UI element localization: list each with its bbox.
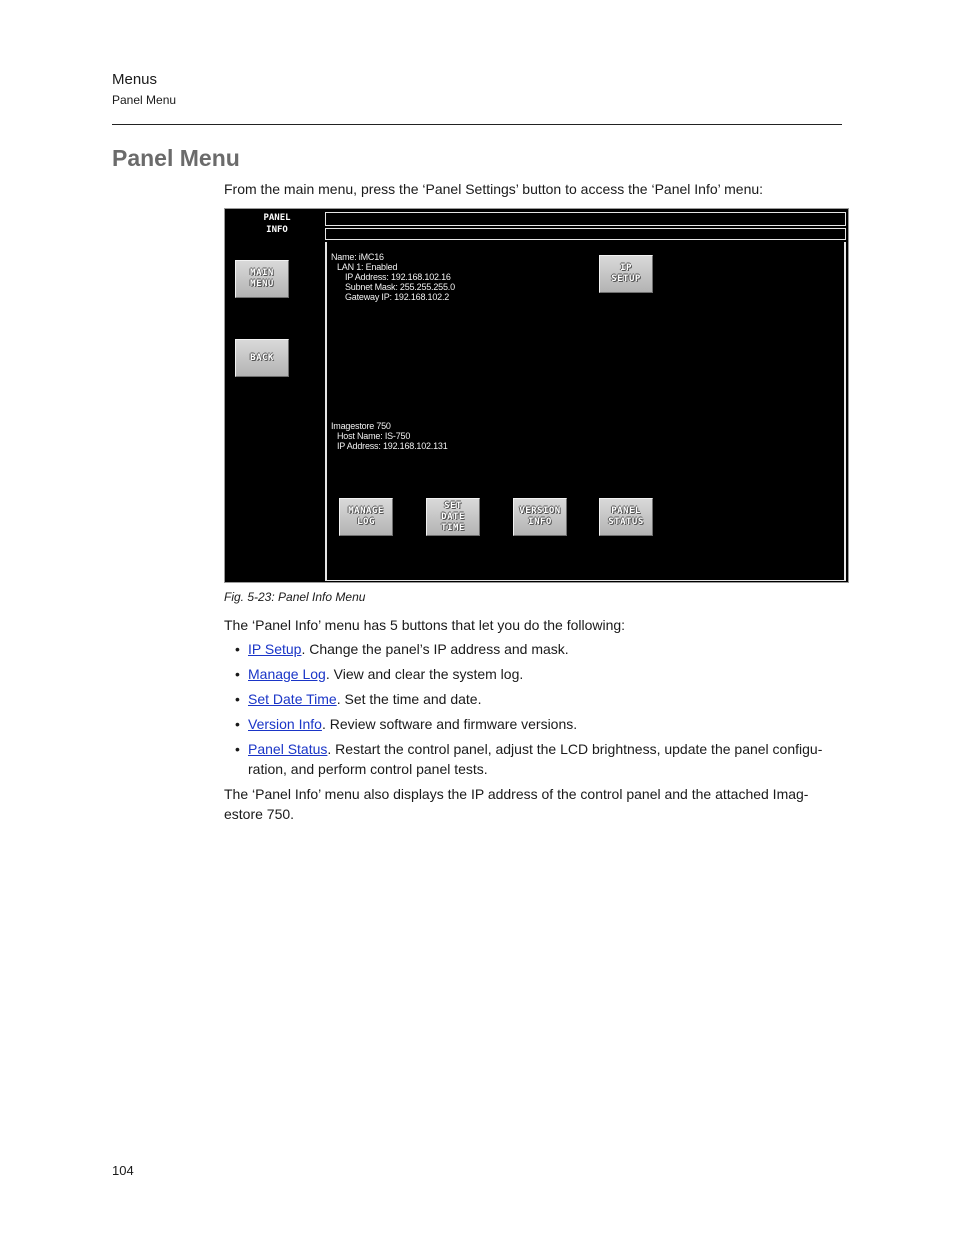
main-menu-button[interactable]: MAIN MENU bbox=[235, 260, 289, 298]
list-item-text: . Review software and firmware versions. bbox=[321, 716, 578, 732]
ip-setup-link[interactable]: IP Setup bbox=[248, 641, 302, 657]
list-item bbox=[224, 639, 844, 659]
manage-log-button[interactable]: MANAGE LOG bbox=[339, 498, 393, 536]
intro-paragraph: From the main menu, press the ‘Panel Settings’ button to access the ‘Panel Info’ menu: bbox=[224, 181, 764, 197]
list-item-text: . Change the panel’s IP address and mask. bbox=[301, 641, 569, 657]
list-item-text: . View and clear the system log. bbox=[325, 666, 524, 682]
list-item-text: . Set the time and date. bbox=[336, 691, 482, 707]
version-info-button[interactable]: VERSION INFO bbox=[513, 498, 567, 536]
list-item bbox=[224, 689, 844, 709]
panel-info-lcd-screenshot bbox=[224, 208, 849, 583]
panel-name: Name: iMC16 bbox=[331, 252, 384, 262]
bullet-icon: • bbox=[235, 691, 240, 707]
lcd-subheader-bar bbox=[325, 228, 846, 240]
page-number: 104 bbox=[112, 1163, 134, 1178]
list-item bbox=[224, 664, 844, 684]
panel-status-button[interactable]: PANEL STATUS bbox=[599, 498, 653, 536]
header-rule bbox=[112, 124, 842, 125]
list-item bbox=[224, 714, 844, 734]
imagestore-host-name: Host Name: IS-750 bbox=[337, 431, 411, 441]
set-date-time-button[interactable]: SET DATE TIME bbox=[426, 498, 480, 536]
panel-ip-address: IP Address: 192.168.102.16 bbox=[345, 272, 451, 282]
manage-log-link[interactable]: Manage Log bbox=[248, 666, 326, 682]
ip-setup-button[interactable]: IP SETUP bbox=[599, 255, 653, 293]
bullet-icon: • bbox=[235, 741, 240, 757]
running-head-chapter: Menus bbox=[112, 71, 158, 88]
page-title: Panel Menu bbox=[112, 145, 240, 171]
panel-subnet-mask: Subnet Mask: 255.255.255.0 bbox=[345, 282, 455, 292]
lcd-header-bar bbox=[325, 212, 846, 226]
panel-network-info bbox=[331, 252, 455, 302]
feature-list bbox=[224, 639, 844, 784]
bullet-icon: • bbox=[235, 641, 240, 657]
panel-status-link[interactable]: Panel Status bbox=[248, 741, 328, 757]
version-info-link[interactable]: Version Info bbox=[248, 716, 322, 732]
imagestore-ip-address: IP Address: 192.168.102.131 bbox=[337, 441, 448, 451]
running-head bbox=[112, 71, 176, 108]
list-item-text: . Restart the control panel, adjust the LCD brightness, update the panel configu-ration, and perform control panel tests. bbox=[248, 741, 823, 777]
list-item bbox=[224, 739, 844, 779]
figure-caption: Fig. 5-23: Panel Info Menu bbox=[224, 590, 366, 604]
imagestore-name: Imagestore 750 bbox=[331, 421, 391, 431]
bullet-icon: • bbox=[235, 716, 240, 732]
lcd-menu-title: PANEL INFO bbox=[263, 213, 291, 235]
closing-paragraph: The ‘Panel Info’ menu also displays the IP address of the control panel and the attached Imag-estore 750. bbox=[224, 786, 809, 822]
set-date-time-link[interactable]: Set Date Time bbox=[248, 691, 337, 707]
lead-paragraph: The ‘Panel Info’ menu has 5 buttons that let you do the following: bbox=[224, 617, 626, 633]
back-button[interactable]: BACK bbox=[235, 339, 289, 377]
bullet-icon: • bbox=[235, 666, 240, 682]
running-head-section: Panel Menu bbox=[112, 93, 177, 107]
panel-gateway-ip: Gateway IP: 192.168.102.2 bbox=[345, 292, 450, 302]
imagestore-info bbox=[331, 421, 448, 451]
panel-lan-status: LAN 1: Enabled bbox=[337, 262, 398, 272]
